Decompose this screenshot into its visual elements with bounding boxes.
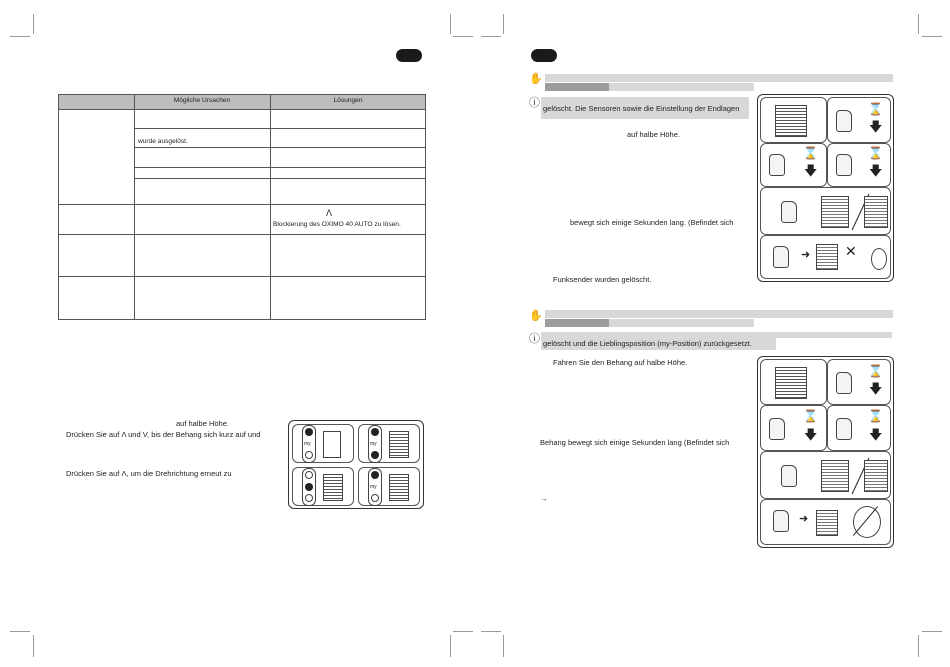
- crop-mark: [503, 14, 504, 34]
- blind-window-icon: [323, 431, 341, 458]
- hourglass-icon: ⌛: [803, 146, 818, 160]
- crop-mark: [922, 36, 942, 37]
- step-cell: [760, 359, 827, 405]
- step-cell: [827, 359, 891, 405]
- step-cell: [760, 405, 827, 451]
- crop-mark: [10, 36, 30, 37]
- hand-on-switch-icon: [836, 110, 852, 132]
- arrow-down-icon: 🡇: [804, 427, 818, 442]
- section2-moves: Behang bewegt sich einige Sekunden lang (Befindet sich: [540, 438, 730, 447]
- blind-window-icon: [775, 105, 807, 137]
- table-row-divider: [58, 276, 426, 277]
- crop-mark: [453, 36, 473, 37]
- blind-window-icon: [323, 474, 343, 501]
- table-subrow-divider: [134, 178, 426, 179]
- reset-steps-illustration-2: [757, 356, 894, 548]
- section1-half-height: auf halbe Höhe.: [627, 130, 680, 139]
- blind-window-icon: [816, 510, 838, 536]
- remote-control-icon: [302, 425, 316, 463]
- arrow-down-icon: 🡇: [869, 427, 883, 442]
- section1-deleted: Funksender wurden gelöscht.: [553, 275, 652, 284]
- table-border-top: [58, 94, 426, 95]
- hand-on-switch-icon: [836, 154, 852, 176]
- remote-disc-icon: [871, 248, 887, 270]
- down-button-icon: [305, 494, 313, 502]
- blind-up-icon: [821, 196, 849, 228]
- crossed-remote-disc-icon: [853, 506, 881, 538]
- crop-mark: [450, 14, 451, 34]
- crop-mark: [503, 635, 504, 657]
- table-header-causes: Mögliche Ursachen: [173, 97, 231, 104]
- table-border-bottom: [58, 319, 426, 320]
- crop-mark: [481, 36, 501, 37]
- arrow-down-icon: 🡇: [869, 381, 883, 396]
- down-button-icon: [371, 494, 379, 502]
- hourglass-icon: ⌛: [803, 409, 818, 423]
- my-label: my: [370, 484, 377, 490]
- down-button-icon: [305, 451, 313, 459]
- section-subheader-bar: [545, 83, 609, 91]
- crop-mark: [33, 635, 34, 657]
- blind-down-icon: [864, 460, 888, 492]
- table-header-solutions: Lösungen: [333, 97, 363, 104]
- step-cell: [827, 143, 891, 187]
- crop-mark: [481, 631, 501, 632]
- hand-on-switch-icon: [781, 201, 797, 223]
- hand-on-switch-icon: [769, 154, 785, 176]
- left-text-half-height: auf halbe Höhe.: [176, 419, 229, 428]
- table-row-divider: [58, 234, 426, 235]
- step-cell: [827, 405, 891, 451]
- step-cell: [358, 424, 420, 463]
- hand-on-switch-icon: [773, 510, 789, 532]
- blind-up-icon: [821, 460, 849, 492]
- my-label: my: [304, 441, 311, 447]
- up-button-icon: [371, 471, 379, 479]
- up-button-icon: [305, 428, 313, 436]
- arrow-right-icon: ➜: [801, 249, 811, 261]
- table-cell-cause: wurde ausgelöst.: [138, 138, 188, 145]
- section2-info-line: gelöscht und die Lieblingsposition (my-Position) zurückgesetzt.: [543, 339, 752, 348]
- blind-window-icon: [775, 367, 807, 399]
- crop-mark: [918, 635, 919, 657]
- arrow-down-icon: 🡇: [804, 163, 818, 178]
- table-row-divider: [58, 109, 426, 110]
- blind-down-icon: [864, 196, 888, 228]
- page-tab-left: [396, 49, 422, 62]
- left-text-press-up: Drücken Sie auf Λ, um die Drehrichtung erneut zu: [66, 469, 232, 478]
- remote-control-icon: [302, 468, 316, 506]
- crop-mark: [918, 14, 919, 34]
- up-button-icon: [305, 471, 313, 479]
- crop-mark: [33, 14, 34, 34]
- info-icon: ⓘ: [529, 97, 540, 109]
- table-subrow-divider: [134, 147, 426, 148]
- section-header-bar: [545, 74, 893, 82]
- section2-arrow: →: [540, 494, 548, 503]
- section-header-bar: [545, 310, 893, 318]
- step-cell: [760, 187, 891, 235]
- section1-moves: bewegt sich einige Sekunden lang. (Befindet sich: [570, 218, 734, 227]
- page-tab-right: [531, 49, 557, 62]
- step-cell: [760, 97, 827, 143]
- step-cell: [760, 143, 827, 187]
- remote-control-icon: [368, 468, 382, 506]
- step-cell: [760, 499, 891, 545]
- step-cell: [358, 467, 420, 506]
- step-cell: [292, 467, 354, 506]
- hand-on-switch-icon: [769, 418, 785, 440]
- my-button-icon: [305, 483, 313, 491]
- hourglass-icon: ⌛: [868, 364, 883, 378]
- table-subrow-divider: [134, 167, 426, 168]
- section-subheader-bar: [545, 319, 609, 327]
- crop-mark: [453, 631, 473, 632]
- crop-mark: [10, 631, 30, 632]
- hand-on-switch-icon: [836, 372, 852, 394]
- blind-window-icon: [389, 431, 409, 458]
- arrow-right-icon: ➜: [799, 513, 809, 525]
- cancel-icon: ✕: [845, 243, 857, 259]
- remote-control-icon: [368, 425, 382, 463]
- step-cell: [827, 97, 891, 143]
- section2-drive: Fahren Sie den Behang auf halbe Höhe.: [553, 358, 688, 367]
- blind-window-icon: [816, 244, 838, 270]
- table-cell-solution: Blockierung des OXIMO 40 AUTO zu lösen.: [273, 221, 401, 228]
- table-subrow-divider: [134, 128, 426, 129]
- crop-mark: [450, 635, 451, 657]
- reset-steps-illustration-1: [757, 94, 894, 282]
- hourglass-icon: ⌛: [868, 102, 883, 116]
- step-cell: [760, 451, 891, 499]
- hand-on-switch-icon: [773, 246, 789, 268]
- table-cell-arrow-glyph: Λ: [326, 208, 333, 218]
- hourglass-icon: ⌛: [868, 146, 883, 160]
- hand-icon: ✋: [529, 73, 543, 85]
- hand-icon: ✋: [529, 310, 543, 322]
- step-cell: [292, 424, 354, 463]
- table-row-divider: [58, 204, 426, 205]
- hand-on-switch-icon: [781, 465, 797, 487]
- up-button-icon: [371, 428, 379, 436]
- my-label: my: [370, 441, 377, 447]
- info-icon: ⓘ: [529, 333, 540, 345]
- table-border-left: [58, 94, 59, 320]
- blind-window-icon: [389, 474, 409, 501]
- arrow-down-icon: 🡇: [869, 163, 883, 178]
- hand-on-switch-icon: [836, 418, 852, 440]
- down-button-icon: [371, 451, 379, 459]
- crop-mark: [922, 631, 942, 632]
- step-cell: [760, 235, 891, 279]
- remote-steps-illustration: [288, 420, 424, 509]
- section-subheader-bar: [609, 319, 754, 327]
- section1-info-line: gelöscht. Die Sensoren sowie die Einstellung der Endlagen: [543, 104, 740, 113]
- section-subheader-bar: [609, 83, 754, 91]
- hourglass-icon: ⌛: [868, 409, 883, 423]
- left-text-press-up-down: Drücken Sie auf Λ und V, bis der Behang sich kurz auf und: [66, 430, 261, 439]
- arrow-down-icon: 🡇: [869, 119, 883, 134]
